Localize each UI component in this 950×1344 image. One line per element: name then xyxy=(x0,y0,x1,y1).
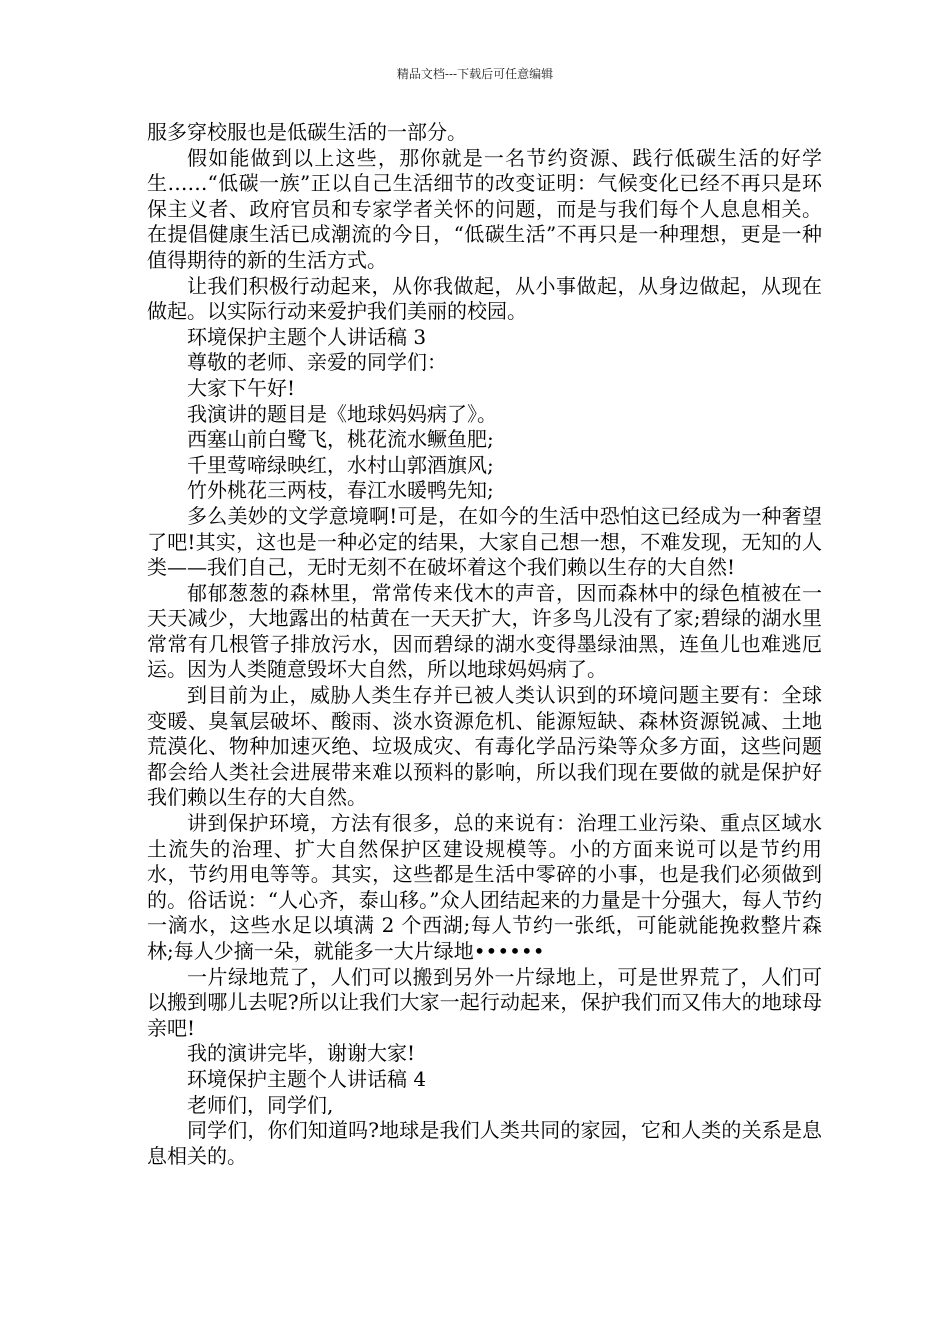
page-header: 精品文档---下载后可任意编辑 xyxy=(396,67,554,81)
paragraph: 到目前为止，威胁人类生存并已被人类认识到的环境问题主要有：全球变暖、臭氧层破坏、酸雨、淡水资源危机、能源短缺、森林资源锐减、土地荒漠化、物种加速灭绝、垃圾成灾、有毒化学品污染等众多方面，这些问题都会给人类社会进展带来难以预料的影响，所以我们现在要做的就是保护好我们赖以生存的大自然。 xyxy=(147,683,822,810)
paragraph: 假如能做到以上这些，那你就是一名节约资源、践行低碳生活的好学生……“低碳一族”正以自己生活细节的改变证明：气候变化已经不再只是环保主义者、政府官员和专家学者关怀的问题，而是与我们每个人息息相关。在提倡健康生活已成潮流的今日，“低碳生活”不再只是一种理想，更是一种值得期待的新的生活方式。 xyxy=(147,145,822,272)
paragraph: 一片绿地荒了，人们可以搬到另外一片绿地上，可是世界荒了，人们可以搬到哪儿去呢?所以让我们大家一起行动起来，保护我们而又伟大的地球母亲吧! xyxy=(147,964,822,1040)
document-body xyxy=(147,120,822,1169)
section-heading: 环境保护主题个人讲话稿 3 xyxy=(187,324,427,349)
paragraph: 我的演讲完毕，谢谢大家! xyxy=(187,1041,416,1066)
poem-line: 竹外桃花三两枝，春江水暖鸭先知; xyxy=(187,478,494,503)
paragraph: 我演讲的题目是《地球妈妈病了》。 xyxy=(187,401,497,426)
section-heading: 环境保护主题个人讲话稿 4 xyxy=(187,1066,427,1091)
paragraph: 同学们，你们知道吗?地球是我们人类共同的家园，它和人类的关系是息息相关的。 xyxy=(147,1118,822,1168)
paragraph: 服多穿校服也是低碳生活的一部分。 xyxy=(147,120,467,144)
paragraph: 郁郁葱葱的森林里，常常传来伐木的声音，因而森林中的绿色植被在一天天减少，大地露出的枯黄在一天天扩大，许多鸟儿没有了家;碧绿的湖水里常常有几根管子排放污水，因而碧绿的湖水变得墨绿油黑，连鱼儿也难逃厄运。因为人类随意毁坏大自然，所以地球妈妈病了。 xyxy=(147,580,822,682)
paragraph: 让我们积极行动起来，从你我做起，从小事做起，从身边做起，从现在做起。以实际行动来爱护我们美丽的校园。 xyxy=(147,273,822,324)
poem-line: 西塞山前白鹭飞，桃花流水鳜鱼肥; xyxy=(187,427,494,452)
poem-line: 千里莺啼绿映红，水村山郭酒旗风; xyxy=(187,452,494,477)
greeting: 大家下午好! xyxy=(187,375,296,400)
salutation: 老师们，同学们, xyxy=(187,1092,334,1117)
paragraph: 多么美妙的文学意境啊!可是，在如今的生活中恐怕这已经成为一种奢望了吧!其实，这也是一种必定的结果，大家自己想一想，不难发现，无知的人类——我们自己，无时无刻不在破坏着这个我们赖以生存的大自然! xyxy=(147,503,822,580)
paragraph: 讲到保护环境，方法有很多，总的来说有：治理工业污染、重点区域水土流失的治理、扩大自然保护区建设规模等。小的方面来说可以是节约用水，节约用电等等。其实，这些都是生活中零碎的小事，也是我们必须做到的。俗话说：“人心齐，泰山移。”众人团结起来的力量是十分强大，每人节约一滴水，这些水足以填满 2 个西湖;每人节约一张纸，可能就能挽救整片森林;每人少摘一朵，就能多一大片绿地•••••• xyxy=(147,811,822,963)
salutation: 尊敬的老师、亲爱的同学们： xyxy=(187,350,447,375)
